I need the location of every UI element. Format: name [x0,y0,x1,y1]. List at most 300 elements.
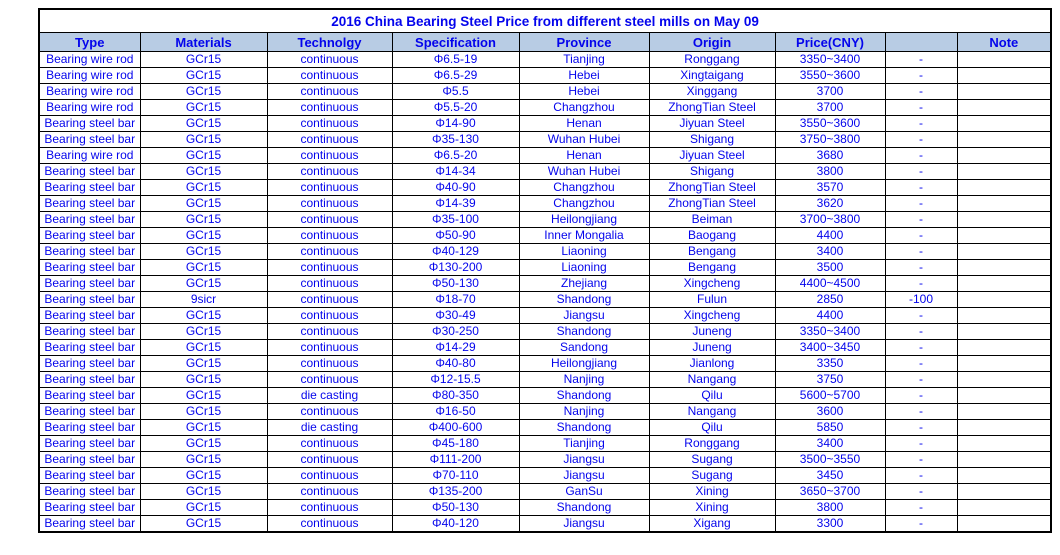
cell-province: Shandong [519,500,649,516]
cell-materials: GCr15 [140,340,267,356]
cell-price: 3650~3700 [775,484,885,500]
cell-note [957,148,1051,164]
cell-note [957,100,1051,116]
cell-materials: GCr15 [140,420,267,436]
cell-change: - [885,260,957,276]
cell-origin: Xingcheng [649,308,775,324]
cell-type: Bearing wire rod [39,100,140,116]
cell-price: 3700 [775,84,885,100]
cell-origin: Juneng [649,324,775,340]
cell-type: Bearing wire rod [39,68,140,84]
table-row [39,132,1051,148]
cell-change: - [885,100,957,116]
cell-origin: ZhongTian Steel [649,196,775,212]
cell-province: Zhejiang [519,276,649,292]
column-header-specification: Specification [392,33,519,52]
table-row [39,212,1051,228]
cell-province: Tianjing [519,52,649,68]
cell-note [957,260,1051,276]
table-row [39,196,1051,212]
cell-change: - [885,516,957,533]
cell-origin: ZhongTian Steel [649,100,775,116]
cell-note [957,468,1051,484]
cell-specification: Φ40-80 [392,356,519,372]
cell-specification: Φ6.5-20 [392,148,519,164]
column-header-type: Type [39,33,140,52]
cell-specification: Φ14-39 [392,196,519,212]
cell-price: 3400 [775,244,885,260]
cell-materials: 9sicr [140,292,267,308]
cell-price: 4400 [775,228,885,244]
cell-province: Sandong [519,340,649,356]
column-header-province: Province [519,33,649,52]
cell-technology: continuous [267,372,392,388]
cell-province: Shandong [519,324,649,340]
cell-specification: Φ6.5-29 [392,68,519,84]
cell-price: 3400~3450 [775,340,885,356]
cell-price: 3750~3800 [775,132,885,148]
cell-origin: Nangang [649,404,775,420]
cell-origin: Jiyuan Steel [649,148,775,164]
cell-note [957,292,1051,308]
cell-specification: Φ50-90 [392,228,519,244]
cell-province: Shandong [519,420,649,436]
cell-change: - [885,212,957,228]
cell-type: Bearing steel bar [39,452,140,468]
cell-price: 3350~3400 [775,324,885,340]
cell-materials: GCr15 [140,356,267,372]
cell-origin: Xingtaigang [649,68,775,84]
cell-technology: continuous [267,244,392,260]
cell-price: 3300 [775,516,885,533]
cell-change: - [885,148,957,164]
cell-technology: continuous [267,100,392,116]
cell-type: Bearing steel bar [39,324,140,340]
cell-province: Liaoning [519,244,649,260]
cell-price: 3680 [775,148,885,164]
cell-technology: continuous [267,484,392,500]
cell-origin: Xingcheng [649,276,775,292]
cell-materials: GCr15 [140,100,267,116]
cell-materials: GCr15 [140,180,267,196]
cell-province: Henan [519,148,649,164]
cell-technology: continuous [267,404,392,420]
bearing-steel-price-table [38,8,1052,533]
cell-note [957,308,1051,324]
cell-origin: Sugang [649,452,775,468]
cell-change: - [885,340,957,356]
table-header-row [39,33,1051,52]
cell-price: 3620 [775,196,885,212]
cell-materials: GCr15 [140,84,267,100]
cell-materials: GCr15 [140,164,267,180]
column-header-change [885,33,957,52]
cell-price: 5600~5700 [775,388,885,404]
cell-change: - [885,500,957,516]
cell-price: 3700 [775,100,885,116]
cell-materials: GCr15 [140,244,267,260]
cell-price: 3500~3550 [775,452,885,468]
cell-province: Nanjing [519,372,649,388]
cell-type: Bearing wire rod [39,148,140,164]
cell-technology: continuous [267,164,392,180]
cell-specification: Φ18-70 [392,292,519,308]
cell-type: Bearing steel bar [39,404,140,420]
cell-type: Bearing steel bar [39,260,140,276]
table-row [39,500,1051,516]
cell-note [957,372,1051,388]
cell-province: Heilongjiang [519,356,649,372]
cell-price: 3750 [775,372,885,388]
cell-materials: GCr15 [140,260,267,276]
cell-technology: continuous [267,324,392,340]
cell-change: - [885,196,957,212]
cell-type: Bearing steel bar [39,276,140,292]
cell-note [957,340,1051,356]
cell-materials: GCr15 [140,132,267,148]
table-row [39,372,1051,388]
cell-change: - [885,164,957,180]
cell-note [957,52,1051,68]
cell-province: Tianjing [519,436,649,452]
cell-price: 3550~3600 [775,68,885,84]
table-row [39,484,1051,500]
table-row [39,340,1051,356]
cell-province: Wuhan Hubei [519,164,649,180]
cell-type: Bearing steel bar [39,484,140,500]
cell-origin: Jiyuan Steel [649,116,775,132]
cell-price: 3570 [775,180,885,196]
cell-province: GanSu [519,484,649,500]
table-row [39,228,1051,244]
cell-specification: Φ45-180 [392,436,519,452]
cell-note [957,244,1051,260]
column-header-origin: Origin [649,33,775,52]
cell-change: - [885,308,957,324]
cell-province: Jiangsu [519,308,649,324]
cell-materials: GCr15 [140,196,267,212]
cell-note [957,84,1051,100]
cell-materials: GCr15 [140,516,267,533]
cell-note [957,452,1051,468]
cell-origin: Beiman [649,212,775,228]
table-row [39,180,1051,196]
cell-specification: Φ70-110 [392,468,519,484]
cell-note [957,324,1051,340]
cell-price: 3700~3800 [775,212,885,228]
table-row [39,84,1051,100]
cell-price: 3600 [775,404,885,420]
cell-change: - [885,52,957,68]
cell-type: Bearing steel bar [39,292,140,308]
cell-specification: Φ14-29 [392,340,519,356]
cell-specification: Φ5.5-20 [392,100,519,116]
cell-type: Bearing steel bar [39,388,140,404]
cell-change: - [885,68,957,84]
cell-province: Heilongjiang [519,212,649,228]
cell-price: 4400~4500 [775,276,885,292]
cell-origin: Xigang [649,516,775,533]
cell-type: Bearing steel bar [39,420,140,436]
cell-change: - [885,228,957,244]
cell-origin: Shigang [649,132,775,148]
table-row [39,468,1051,484]
cell-price: 3400 [775,436,885,452]
cell-specification: Φ80-350 [392,388,519,404]
column-header-price: Price(CNY) [775,33,885,52]
cell-materials: GCr15 [140,148,267,164]
price-sheet [38,8,1050,533]
cell-province: Jiangsu [519,516,649,533]
cell-specification: Φ50-130 [392,276,519,292]
cell-type: Bearing steel bar [39,180,140,196]
cell-specification: Φ40-90 [392,180,519,196]
cell-type: Bearing steel bar [39,340,140,356]
cell-technology: continuous [267,276,392,292]
cell-technology: continuous [267,292,392,308]
cell-origin: Nangang [649,372,775,388]
cell-change: - [885,276,957,292]
table-row [39,52,1051,68]
cell-type: Bearing steel bar [39,116,140,132]
cell-note [957,132,1051,148]
cell-type: Bearing steel bar [39,468,140,484]
cell-type: Bearing steel bar [39,196,140,212]
cell-province: Changzhou [519,180,649,196]
cell-technology: continuous [267,84,392,100]
cell-specification: Φ35-130 [392,132,519,148]
cell-materials: GCr15 [140,52,267,68]
cell-origin: Xining [649,484,775,500]
cell-materials: GCr15 [140,372,267,388]
cell-type: Bearing steel bar [39,132,140,148]
cell-technology: continuous [267,468,392,484]
cell-origin: ZhongTian Steel [649,180,775,196]
cell-specification: Φ111-200 [392,452,519,468]
cell-materials: GCr15 [140,276,267,292]
cell-specification: Φ130-200 [392,260,519,276]
cell-change: - [885,244,957,260]
table-row [39,68,1051,84]
cell-type: Bearing steel bar [39,244,140,260]
table-row [39,148,1051,164]
cell-technology: continuous [267,132,392,148]
cell-price: 2850 [775,292,885,308]
cell-change: - [885,484,957,500]
cell-province: Shandong [519,388,649,404]
cell-note [957,116,1051,132]
cell-technology: continuous [267,436,392,452]
cell-province: Shandong [519,292,649,308]
cell-materials: GCr15 [140,68,267,84]
table-row [39,356,1051,372]
cell-change: - [885,84,957,100]
cell-specification: Φ30-49 [392,308,519,324]
cell-price: 3500 [775,260,885,276]
cell-specification: Φ35-100 [392,212,519,228]
cell-province: Jiangsu [519,452,649,468]
cell-origin: Ronggang [649,52,775,68]
cell-type: Bearing steel bar [39,228,140,244]
cell-specification: Φ14-90 [392,116,519,132]
cell-change: - [885,180,957,196]
cell-change: - [885,468,957,484]
cell-price: 3800 [775,500,885,516]
cell-note [957,356,1051,372]
cell-technology: continuous [267,516,392,533]
cell-technology: continuous [267,116,392,132]
table-row [39,116,1051,132]
cell-specification: Φ400-600 [392,420,519,436]
table-row [39,404,1051,420]
table-row [39,436,1051,452]
cell-province: Inner Mongalia [519,228,649,244]
cell-technology: continuous [267,196,392,212]
cell-note [957,500,1051,516]
cell-technology: continuous [267,500,392,516]
cell-province: Liaoning [519,260,649,276]
cell-price: 3800 [775,164,885,180]
cell-province: Changzhou [519,196,649,212]
cell-note [957,420,1051,436]
table-row [39,516,1051,533]
cell-materials: GCr15 [140,228,267,244]
cell-materials: GCr15 [140,436,267,452]
cell-materials: GCr15 [140,484,267,500]
cell-materials: GCr15 [140,308,267,324]
cell-materials: GCr15 [140,452,267,468]
table-row [39,420,1051,436]
cell-type: Bearing steel bar [39,372,140,388]
cell-type: Bearing steel bar [39,308,140,324]
cell-change: - [885,436,957,452]
cell-specification: Φ14-34 [392,164,519,180]
cell-specification: Φ50-130 [392,500,519,516]
table-row [39,244,1051,260]
table-row [39,452,1051,468]
cell-change: - [885,372,957,388]
cell-type: Bearing steel bar [39,516,140,533]
cell-price: 4400 [775,308,885,324]
cell-change: - [885,388,957,404]
cell-origin: Shigang [649,164,775,180]
cell-technology: continuous [267,452,392,468]
cell-technology: continuous [267,260,392,276]
cell-technology: continuous [267,68,392,84]
cell-province: Hebei [519,84,649,100]
cell-specification: Φ30-250 [392,324,519,340]
cell-technology: continuous [267,308,392,324]
cell-technology: continuous [267,52,392,68]
cell-change: - [885,452,957,468]
cell-price: 3550~3600 [775,116,885,132]
cell-change: - [885,116,957,132]
cell-price: 3450 [775,468,885,484]
cell-origin: Qilu [649,420,775,436]
cell-technology: continuous [267,180,392,196]
cell-specification: Φ40-120 [392,516,519,533]
cell-materials: GCr15 [140,116,267,132]
cell-type: Bearing steel bar [39,436,140,452]
cell-province: Changzhou [519,100,649,116]
cell-type: Bearing wire rod [39,84,140,100]
cell-note [957,436,1051,452]
cell-note [957,68,1051,84]
cell-change: - [885,420,957,436]
cell-technology: continuous [267,356,392,372]
cell-origin: Bengang [649,260,775,276]
cell-note [957,180,1051,196]
cell-change: -100 [885,292,957,308]
cell-specification: Φ135-200 [392,484,519,500]
cell-note [957,164,1051,180]
cell-type: Bearing wire rod [39,52,140,68]
cell-note [957,516,1051,533]
table-row [39,308,1051,324]
table-row [39,276,1051,292]
cell-origin: Ronggang [649,436,775,452]
cell-origin: Sugang [649,468,775,484]
cell-specification: Φ5.5 [392,84,519,100]
cell-province: Henan [519,116,649,132]
cell-price: 3350~3400 [775,52,885,68]
table-row [39,260,1051,276]
cell-origin: Jianlong [649,356,775,372]
table-row [39,388,1051,404]
cell-price: 5850 [775,420,885,436]
cell-note [957,388,1051,404]
cell-materials: GCr15 [140,324,267,340]
column-header-technology: Technolgy [267,33,392,52]
cell-change: - [885,324,957,340]
column-header-note: Note [957,33,1051,52]
cell-technology: die casting [267,420,392,436]
cell-materials: GCr15 [140,500,267,516]
cell-province: Jiangsu [519,468,649,484]
cell-note [957,276,1051,292]
cell-origin: Qilu [649,388,775,404]
cell-materials: GCr15 [140,468,267,484]
table-row [39,324,1051,340]
cell-change: - [885,356,957,372]
cell-materials: GCr15 [140,404,267,420]
cell-note [957,484,1051,500]
cell-type: Bearing steel bar [39,356,140,372]
cell-technology: continuous [267,228,392,244]
cell-change: - [885,132,957,148]
cell-note [957,196,1051,212]
cell-province: Nanjing [519,404,649,420]
cell-province: Hebei [519,68,649,84]
cell-technology: die casting [267,388,392,404]
cell-price: 3350 [775,356,885,372]
table-title-row [39,9,1051,33]
page-title: 2016 China Bearing Steel Price from different steel mills on May 09 [39,9,1051,33]
cell-origin: Fulun [649,292,775,308]
cell-materials: GCr15 [140,388,267,404]
cell-technology: continuous [267,212,392,228]
cell-origin: Baogang [649,228,775,244]
cell-origin: Juneng [649,340,775,356]
cell-origin: Bengang [649,244,775,260]
cell-note [957,404,1051,420]
cell-province: Wuhan Hubei [519,132,649,148]
cell-specification: Φ12-15.5 [392,372,519,388]
cell-specification: Φ40-129 [392,244,519,260]
cell-origin: Xinggang [649,84,775,100]
cell-materials: GCr15 [140,212,267,228]
cell-note [957,212,1051,228]
